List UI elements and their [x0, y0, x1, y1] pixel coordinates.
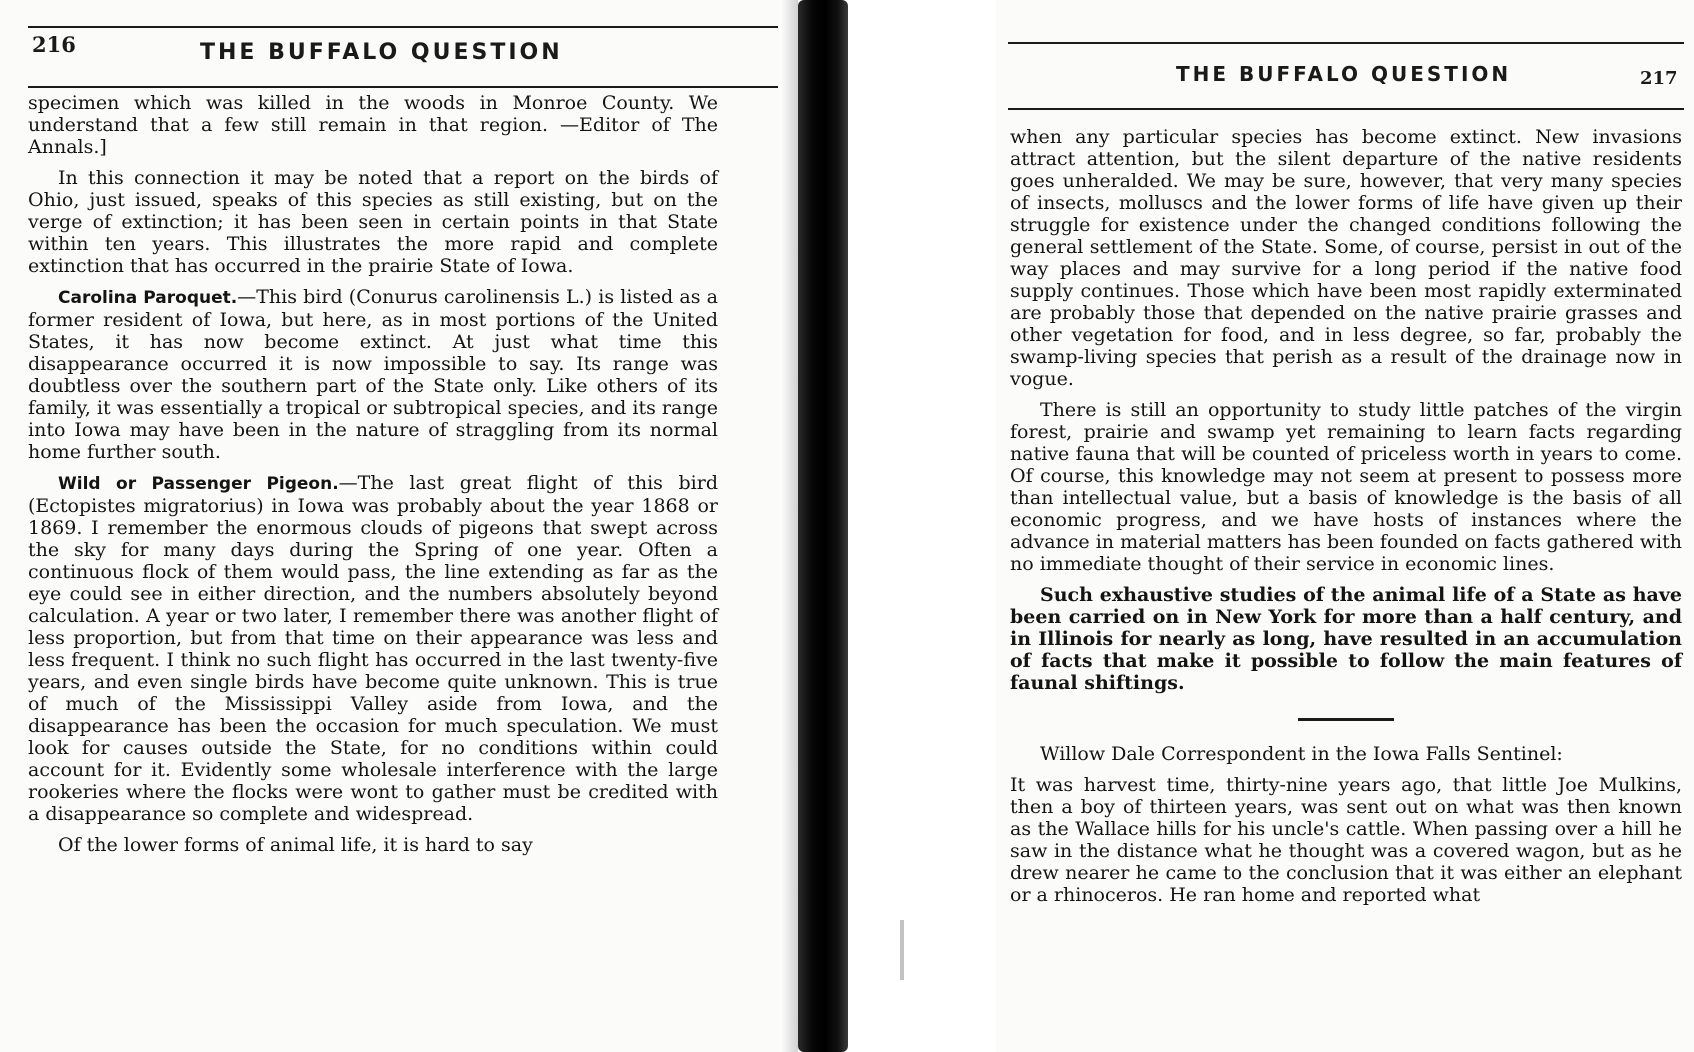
- header-rule-bottom: [1008, 108, 1684, 110]
- running-title: THE BUFFALO QUESTION: [200, 40, 563, 65]
- paragraph: [28, 286, 718, 463]
- paragraph: specimen which was killed in the woods in Monroe County. We understand that a few still remain in that region. —Editor of The Annals.]: [28, 92, 718, 158]
- paragraph: [28, 472, 718, 825]
- section-divider: [1298, 718, 1394, 721]
- gutter-shadow: [780, 0, 798, 1052]
- scan-speck: [900, 920, 904, 980]
- paragraph: Such exhaustive studies of the animal life of a State as have been carried on in New York for more than a half century, and in Illinois for nearly as long, have resulted in an accumulation of facts that make it possible to follow the main features of faunal shiftings.: [1010, 584, 1682, 694]
- paragraph: In this connection it may be noted that a report on the birds of Ohio, just issued, speaks of this species as still existing, but on the verge of extinction; it has been seen in certain points in that State within ten years. This illustrates the more rapid and complete extinction that has occurred in the prairie State of Iowa.: [28, 167, 718, 277]
- right-body-text: [1010, 126, 1682, 915]
- book-gutter: [780, 0, 996, 1052]
- paragraph-text: —The last great flight of this bird (Ectopistes migratorius) in Iowa was probably about the year 1868 or 1869. I remember the enormous clouds of pigeons that swept across the sky for many days during the Spring of one year. Often a continuous flock of them would pass, the line extending as far as the eye could see in either direction, and the numbers absolutely beyond calculation. A year or two later, I remember there was another flight of less proportion, but from that time on their appearance was less and less frequent. I think no such flight has occurred in the last twenty-five years, and even single birds have become quite unknown. This is true of much of the Mississippi Valley aside from Iowa, and the disappearance has been the occasion for much speculation. We must look for causes outside the State, for no conditions within could account for it. Evidently some wholesale interference with the large rookeries where the flocks were wont to gather must be credited with a disappearance so complete and widespread.: [28, 472, 718, 825]
- header-rule-top: [28, 26, 778, 28]
- paragraph: It was harvest time, thirty-nine years ago, that little Joe Mulkins, then a boy of thirteen years, was sent out on what was then known as the Wallace hills for his uncle's cattle. When passing over a hill he saw in the distance what he thought was a covered wagon, but as he drew nearer he came to the conclusion that it was either an elephant or a rhinoceros. He ran home and reported what: [1010, 774, 1682, 906]
- paragraph-text: —This bird (Conurus carolinensis L.) is listed as a former resident of Iowa, but here, as in most portions of the United States, it has now become extinct. At just what time this disappearance occurred it is now impossible to say. Its range was doubtless over the southern part of the State only. Like others of its family, it was essentially a tropical or subtropical species, and its range into Iowa may have been in the nature of straggling from its normal home further south.: [28, 286, 718, 463]
- section-heading: Carolina Paroquet.: [58, 288, 238, 308]
- left-body-text: [28, 92, 718, 865]
- running-title: THE BUFFALO QUESTION: [1176, 62, 1512, 86]
- header-rule-bottom: [28, 86, 778, 88]
- paragraph: Of the lower forms of animal life, it is hard to say: [58, 834, 533, 856]
- paragraph: when any particular species has become extinct. New invasions attract attention, but the silent departure of the native residents goes unheralded. We may be sure, however, that very many species of insects, molluscs and the lower forms of life have given up their struggle for existence under the changed conditions following the general settlement of the State. Some, of course, persist in out of the way places and may survive for a long period if the native food supply continues. Those which have been most rapidly exterminated are probably those that depended on the native prairie grasses and other vegetation for food, and in less degree, so far, probably the swamp-living species that perish as a result of the drainage now in vogue.: [1010, 126, 1682, 390]
- right-page: [996, 0, 1694, 1052]
- header-rule-top: [1008, 42, 1684, 44]
- binding-shadow: [798, 0, 848, 1052]
- section-heading: Wild or Passenger Pigeon.: [58, 474, 339, 494]
- left-page: [0, 0, 780, 1052]
- page-number: 216: [32, 32, 76, 57]
- page-number: 217: [1640, 68, 1678, 89]
- paragraph: Willow Dale Correspondent in the Iowa Falls Sentinel:: [1040, 743, 1563, 765]
- paragraph: There is still an opportunity to study little patches of the virgin forest, prairie and swamp yet remaining to learn facts regarding native fauna that will be counted of priceless worth in years to come. Of course, this knowledge may not seem at present to possess more than intellectual value, but a basis of knowledge is the basis of all economic progress, and we have hosts of instances where the advance in material matters has been founded on facts gathered with no immediate thought of their service in economic lines.: [1010, 399, 1682, 575]
